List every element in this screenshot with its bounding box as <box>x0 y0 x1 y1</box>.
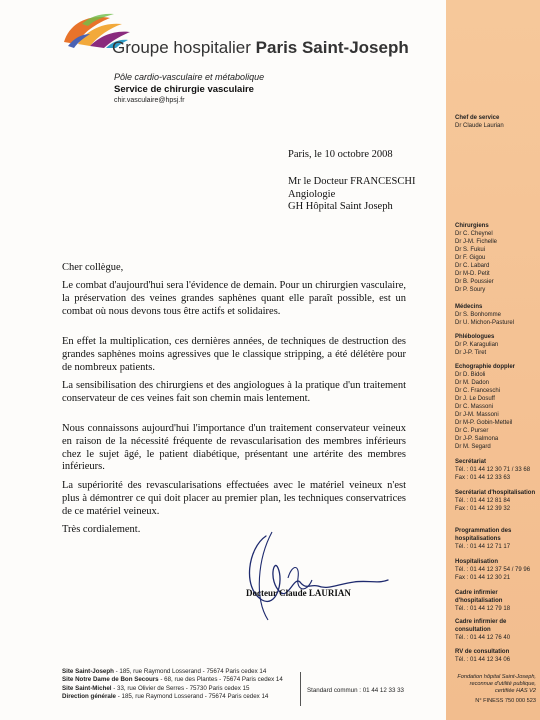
sidebar-cadre-consult <box>455 618 539 642</box>
phone-number: Tél. : 01 44 12 30 71 / 33 68 <box>455 467 531 473</box>
paragraph: La sensibilisation des chirurgiens et des angiologues à la pratique d'un traitement conservateur de ces veines fait son chemin mais lentement. <box>62 380 406 404</box>
sidebar-secretariat <box>455 458 539 482</box>
hospital-name <box>112 38 409 58</box>
phone-number: Tél. : 01 44 12 76 40 <box>455 635 511 641</box>
closing: Très cordialement. <box>62 524 141 535</box>
sidebar-rv <box>455 648 539 664</box>
place-date: Paris, le 10 octobre 2008 <box>288 149 393 160</box>
staff-name: Dr J-M. Fichelle <box>455 239 498 245</box>
paragraph: Le combat d'aujourd'hui sera l'évidence de demain. Pour un chirurgien vasculaire, la préservation des veines grandes saphènes quant elle paraît possible, est un combat où nous devons tous être actifs et solidaires. <box>62 280 406 317</box>
brand-light: Groupe hospitalier <box>112 38 251 57</box>
sidebar-echographie <box>455 363 539 451</box>
sidebar-hospitalisation <box>455 558 539 582</box>
standard-phone: Standard commun : 01 44 12 33 33 <box>307 687 405 694</box>
staff-name: Dr J. Le Dosuff <box>455 396 495 402</box>
phone-number: Tél. : 01 44 12 71 17 <box>455 544 511 550</box>
sidebar-programmation <box>455 527 539 551</box>
staff-name: Dr S. Bonhomme <box>455 312 502 318</box>
site-address: Direction générale - 185, rue Raymond Losserand - 75674 Paris cedex 14 <box>62 693 269 701</box>
section-title: Secrétariat <box>455 459 487 465</box>
recipient-block <box>288 176 415 214</box>
staff-name: Dr U. Michon-Pasturel <box>455 320 515 326</box>
staff-name: Dr P. Soury <box>455 287 486 293</box>
sidebar-secretariat-hosp <box>455 489 539 513</box>
staff-name: Dr C. Cheynel <box>455 231 493 237</box>
staff-name: Dr J-M. Massoni <box>455 412 499 418</box>
staff-name: Dr C. Massoni <box>455 404 494 410</box>
staff-name: Dr M. Dadon <box>455 380 490 386</box>
section-title: Echographie doppler <box>455 364 516 370</box>
handwritten-signature <box>228 528 398 628</box>
foundation-line: Fondation hôpital Saint-Joseph, <box>457 674 536 680</box>
recipient-line: GH Hôpital Saint Joseph <box>288 201 393 212</box>
recipient-line: Angiologie <box>288 188 336 200</box>
foundation-line: certifiée HAS V2 <box>494 688 536 695</box>
section-title: Phlébologues <box>455 334 495 340</box>
staff-name: Dr J-P. Salmona <box>455 436 499 442</box>
sidebar-chef <box>455 114 539 130</box>
sidebar-chirurgiens <box>455 222 539 294</box>
service-email: chir.vasculaire@hpsj.fr <box>114 97 185 104</box>
staff-name: Dr B. Poussier <box>455 279 494 285</box>
sidebar-medecins <box>455 303 539 327</box>
site-address: Site Saint-Michel - 33, rue Olivier de Serres - 75730 Paris cedex 15 <box>62 684 250 692</box>
paragraph: Nous connaissons aujourd'hui l'importance d'un traitement conservateur veineux en raison de la nécessité fréquente de revascularisation des membres inférieurs chez le sujet âgé, le patient diabétique, présentant une artérite des membres inférieurs. <box>62 423 406 473</box>
staff-name: Dr S. Fukui <box>455 247 486 253</box>
foundation-info <box>440 674 536 705</box>
footer-addresses <box>62 668 283 702</box>
phone-number: Tél. : 01 44 12 81 84 <box>455 498 511 504</box>
staff-name: Dr Claude Laurian <box>455 123 504 129</box>
section-title: Hospitalisation <box>455 559 499 565</box>
brand-bold: Paris Saint-Joseph <box>255 38 409 57</box>
section-title: Chirurgiens <box>455 223 489 229</box>
section-title: Médecins <box>455 304 483 310</box>
section-title: RV de consultation <box>455 649 510 655</box>
paragraph: La supériorité des revascularisations effectuées avec le matériel veineux n'est plus à démontrer ce qui doit placer au premier plan, les techniques conservatrices de ce matériel veineux. <box>62 480 406 517</box>
phone-number: Tél. : 01 44 12 37 54 / 79 96 <box>455 567 531 573</box>
fax-number: Fax : 01 44 12 30 21 <box>455 575 511 581</box>
finess-number: N° FINESS 750 000 523 <box>475 697 536 704</box>
staff-name: Dr C. Labard <box>455 263 490 269</box>
phone-number: Tél. : 01 44 12 34 06 <box>455 657 511 663</box>
section-title: Cadre infirmier d'hospitalisation <box>455 590 503 604</box>
footer-divider <box>300 672 301 706</box>
site-address: Site Notre Dame de Bon Secours - 68, rue des Plantes - 75674 Paris cedex 14 <box>62 676 283 684</box>
site-address: Site Saint-Joseph - 185, rue Raymond Losserand - 75674 Paris cedex 14 <box>62 668 267 675</box>
sidebar-phlebologues <box>455 333 539 357</box>
service-name: Service de chirurgie vasculaire <box>114 84 254 95</box>
staff-name: Dr M. Segard <box>455 444 491 450</box>
signatory-name: Docteur Claude LAURIAN <box>246 588 351 598</box>
phone-number: Tél. : 01 44 12 79 18 <box>455 606 511 612</box>
section-title: Cadre infirmier de consultation <box>455 619 507 633</box>
staff-name: Dr J-P. Tiret <box>455 350 487 356</box>
section-title: Programmation des hospitalisations <box>455 528 512 542</box>
fax-number: Fax : 01 44 12 39 32 <box>455 506 511 512</box>
pole-name: Pôle cardio-vasculaire et métabolique <box>114 72 265 82</box>
staff-name: Dr M-P. Gobin-Metteil <box>455 420 513 426</box>
staff-name: Dr D. Bidoli <box>455 372 486 378</box>
staff-name: Dr C. Purser <box>455 428 489 434</box>
section-title: Chef de service <box>455 115 500 121</box>
foundation-line: reconnue d'utilité publique, <box>469 681 536 688</box>
fax-number: Fax : 01 44 12 33 63 <box>455 475 511 481</box>
staff-name: Dr C. Franceschi <box>455 388 501 394</box>
paragraph: En effet la multiplication, ces dernières années, de techniques de destruction des grandes saphènes moins agressives que le classique stripping, a été délétère pour de nombreux patients. <box>62 336 406 373</box>
section-title: Secrétariat d'hospitalisation <box>455 490 536 496</box>
sidebar-cadre-hosp <box>455 589 539 613</box>
salutation: Cher collègue, <box>62 262 124 273</box>
staff-name: Dr P. Karagulian <box>455 342 499 348</box>
staff-name: Dr M-D. Petit <box>455 271 490 277</box>
staff-name: Dr F. Gigou <box>455 255 486 261</box>
recipient-line: Mr le Docteur FRANCESCHI <box>288 176 416 187</box>
